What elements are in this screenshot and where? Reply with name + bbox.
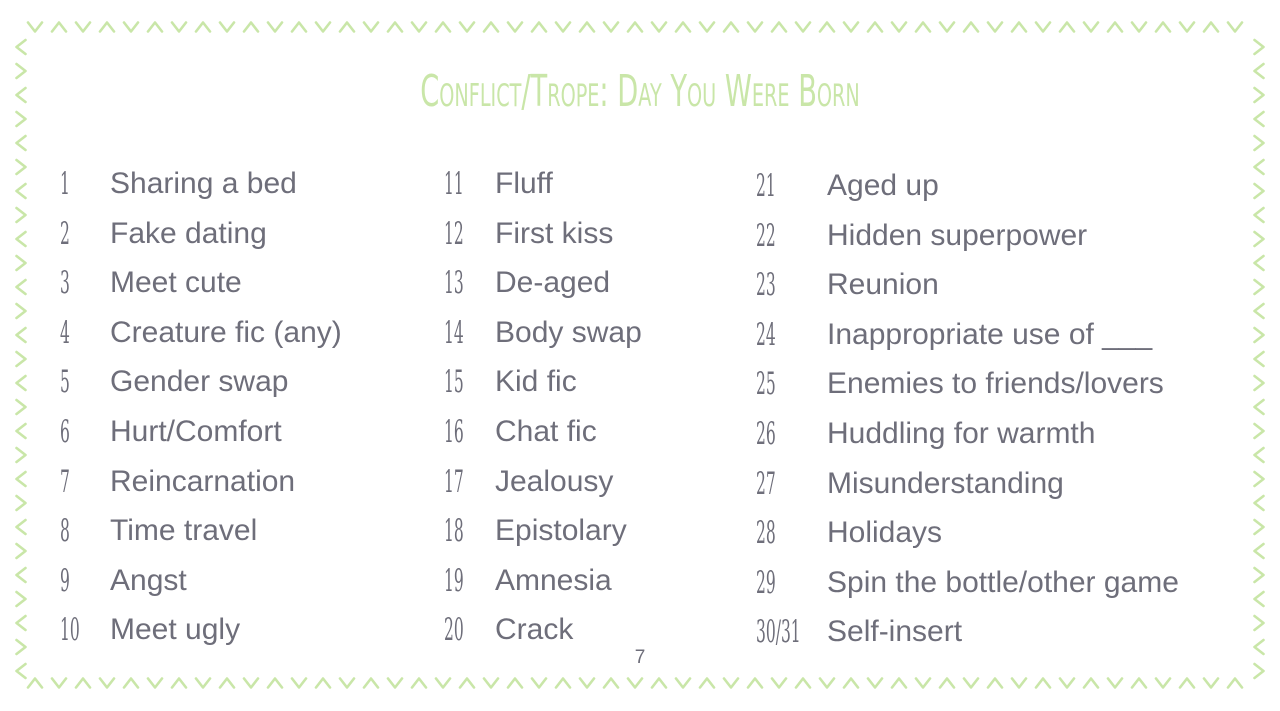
item-number: 17 <box>444 463 464 500</box>
item-label: Reunion <box>827 268 939 302</box>
item-label: Amnesia <box>495 563 612 597</box>
page-number: 7 <box>634 647 646 668</box>
item-number: 8 <box>60 513 70 550</box>
item-label: Inappropriate use of ___ <box>827 317 1153 351</box>
item-label: Reincarnation <box>110 464 296 498</box>
item-number: 23 <box>756 267 776 304</box>
item-label: Fake dating <box>110 216 267 250</box>
item-number: 29 <box>756 564 776 601</box>
item-number: 15 <box>444 364 464 401</box>
item-label: Meet ugly <box>110 613 241 647</box>
item-number: 27 <box>756 465 776 502</box>
item-number: 11 <box>444 166 464 202</box>
item-label: Huddling for warmth <box>827 416 1096 450</box>
item-label: First kiss <box>495 216 614 250</box>
item-number: 5 <box>60 364 70 401</box>
item-label: Self-insert <box>827 615 963 649</box>
item-label: Fluff <box>495 167 553 200</box>
item-number: 3 <box>60 265 70 302</box>
item-number: 9 <box>60 562 70 599</box>
item-label: Spin the bottle/other game <box>827 565 1179 599</box>
item-number: 2 <box>60 215 70 252</box>
item-number: 14 <box>444 314 464 351</box>
item-label: Misunderstanding <box>827 466 1064 500</box>
page-title: Conflict/Trope: Day You Were Born <box>420 66 860 117</box>
item-label: Crack <box>495 613 574 647</box>
item-label: Epistolary <box>495 514 627 548</box>
item-label: Enemies to friends/lovers <box>827 367 1164 401</box>
item-label: Hidden superpower <box>827 218 1088 252</box>
item-label: De-aged <box>495 266 611 300</box>
item-number: 10 <box>60 612 80 649</box>
item-number: 24 <box>756 316 776 353</box>
item-number: 7 <box>60 463 70 500</box>
item-label: Meet cute <box>110 266 242 300</box>
item-label: Kid fic <box>495 365 577 399</box>
item-number: 18 <box>444 513 464 550</box>
item-label: Sharing a bed <box>110 167 297 200</box>
item-number: 22 <box>756 217 776 254</box>
item-label: Holidays <box>827 516 943 550</box>
item-label: Chat fic <box>495 414 597 448</box>
item-number: 28 <box>756 515 776 552</box>
item-label: Aged up <box>827 169 939 202</box>
item-number: 26 <box>756 415 776 452</box>
item-number: 16 <box>444 413 464 450</box>
item-number: 25 <box>756 366 776 403</box>
item-number: 12 <box>444 215 464 252</box>
item-number: 30/31 <box>756 614 801 651</box>
item-number: 4 <box>60 314 70 351</box>
item-label: Time travel <box>110 514 258 548</box>
item-label: Gender swap <box>110 365 289 399</box>
item-label: Creature fic (any) <box>110 315 342 349</box>
item-label: Body swap <box>495 315 642 349</box>
item-number: 1 <box>60 166 70 202</box>
item-number: 20 <box>444 612 464 649</box>
item-label: Hurt/Comfort <box>110 414 282 448</box>
item-number: 19 <box>444 562 464 599</box>
item-label: Jealousy <box>495 464 614 498</box>
item-label: Angst <box>110 563 187 597</box>
item-number: 6 <box>60 413 70 450</box>
item-number: 21 <box>756 168 776 204</box>
item-number: 13 <box>444 265 464 302</box>
